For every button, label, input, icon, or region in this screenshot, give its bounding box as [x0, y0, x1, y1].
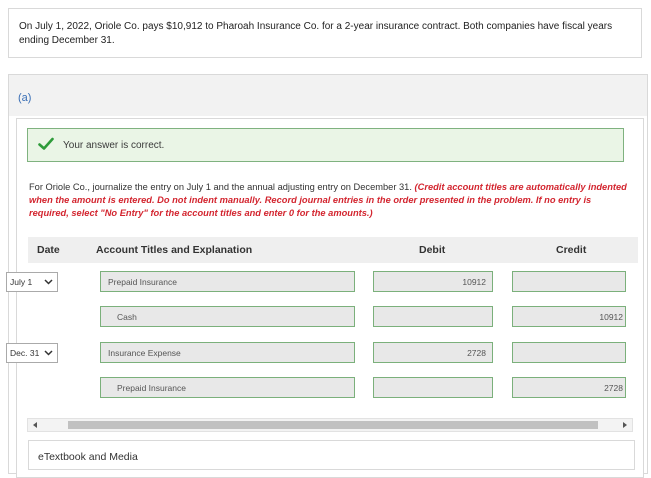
- debit-field[interactable]: [373, 271, 493, 292]
- debit-value: 10912: [462, 277, 486, 287]
- account-title-value: Prepaid Insurance: [108, 277, 177, 287]
- account-title-value: Prepaid Insurance: [117, 383, 186, 393]
- credit-field[interactable]: [512, 342, 626, 363]
- debit-field[interactable]: [373, 306, 493, 327]
- journal-table-header: [28, 237, 638, 263]
- account-title-field[interactable]: [100, 271, 355, 292]
- chevron-down-icon: [44, 348, 53, 357]
- header-account: Account Titles and Explanation: [96, 244, 253, 256]
- scroll-left-icon[interactable]: [33, 422, 37, 428]
- instructions-text: For Oriole Co., journalize the entry on July 1 and the annual adjusting entry on December 31.: [29, 182, 415, 192]
- account-title-field[interactable]: [100, 377, 355, 398]
- header-debit: Debit: [419, 244, 446, 256]
- instructions-emphasis: (Credit account titles are automatically indented when the amount is entered. Do not indent manually. Record journal entries in the order presented in the problem. If no entry is required, select "No Entry" for the account titles and enter 0 for the amounts.): [29, 182, 627, 218]
- instructions: [29, 181, 629, 220]
- credit-field[interactable]: [512, 271, 626, 292]
- debit-value: 2728: [467, 348, 486, 358]
- date-value: Dec. 31: [10, 348, 40, 358]
- chevron-down-icon: [44, 277, 53, 286]
- header-credit: Credit: [556, 244, 587, 256]
- etextbook-media-section[interactable]: [28, 440, 635, 470]
- problem-statement-box: [8, 8, 642, 58]
- credit-value: 2728: [604, 383, 623, 393]
- scroll-right-icon[interactable]: [623, 422, 627, 428]
- part-content: [8, 74, 648, 474]
- correct-answer-banner: [27, 128, 624, 162]
- account-title-value: Insurance Expense: [108, 348, 181, 358]
- check-icon: [38, 137, 54, 151]
- etextbook-media-link[interactable]: eTextbook and Media: [38, 451, 138, 463]
- feedback-message: Your answer is correct.: [63, 140, 165, 151]
- account-title-field[interactable]: [100, 342, 355, 363]
- credit-field[interactable]: [512, 377, 626, 398]
- problem-text: On July 1, 2022, Oriole Co. pays $10,912 to Pharoah Insurance Co. for a 2-year insurance contract. Both companies have fiscal years ending December 31.: [19, 21, 613, 46]
- account-title-field[interactable]: [100, 306, 355, 327]
- date-value: July 1: [10, 277, 33, 287]
- horizontal-scrollbar[interactable]: [27, 418, 633, 432]
- account-title-value: Cash: [117, 312, 137, 322]
- part-label: (a): [18, 92, 32, 104]
- credit-field[interactable]: [512, 306, 626, 327]
- credit-value: 10912: [599, 312, 623, 322]
- header-date: Date: [37, 244, 60, 256]
- date-select[interactable]: [6, 272, 58, 292]
- date-select[interactable]: [6, 343, 58, 363]
- debit-field[interactable]: [373, 377, 493, 398]
- scroll-thumb[interactable]: [68, 421, 598, 429]
- debit-field[interactable]: [373, 342, 493, 363]
